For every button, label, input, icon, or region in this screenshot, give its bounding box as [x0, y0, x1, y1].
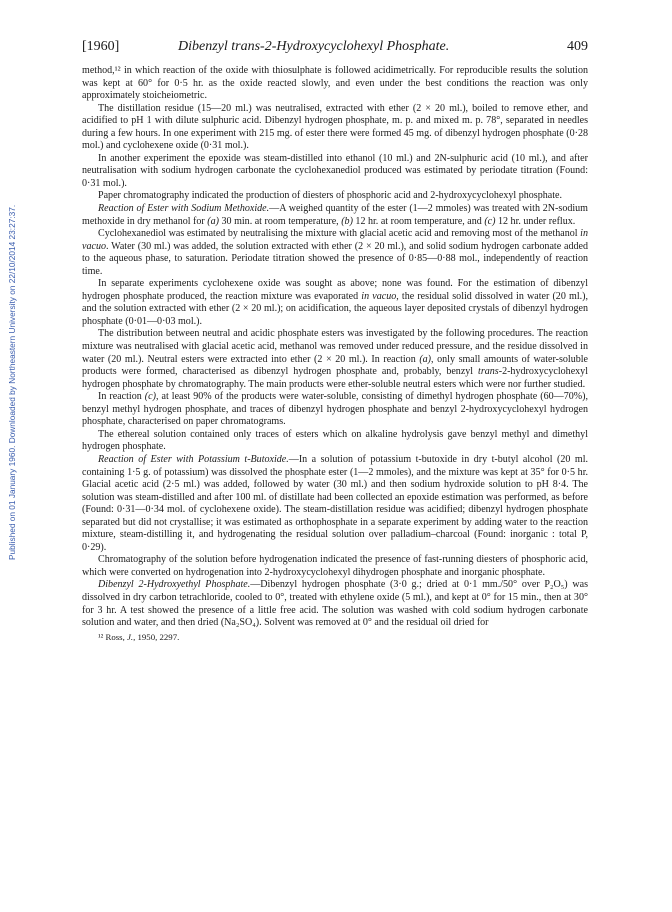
download-notice-link[interactable]: Published on 01 January 1960. Downloaded by Northeastern University on 22/10/2014 23:27:37.	[7, 204, 17, 560]
paragraph: In reaction (c), at least 90% of the products were water-soluble, consisting of dimethyl hydrogen phosphate (60—70%), benzyl methyl hydrogen phosphate, and traces of dibenzyl hydrogen phosphate and benzyl 2-hydroxycyclohexyl hydrogen phosphate, characterised on paper chromatograms.	[82, 391, 588, 428]
running-header	[82, 38, 588, 56]
paragraph: Chromatography of the solution before hydrogenation indicated the presence of fast-running diesters of phosphoric acid, which were converted on hydrogenation into 2-hydroxycyclohexyl dihydrogen phosphate and inorganic phosphate.	[82, 554, 588, 578]
paragraph: The ethereal solution contained only traces of esters which on alkaline hydrolysis gave benzyl methyl and dimethyl hydrogen phosphate.	[82, 428, 588, 453]
section-paragraph: Reaction of Ester with Potassium t-Butoxide.—In a solution of potassium t-butoxide in dry t-butyl alcohol (20 ml. containing 1·5 g. of potassium) was dissolved the phosphate ester (1—2 mmoles), and the mixture was kept at 35° for 0·5 hr. Glacial acetic acid (2·5 ml.) was added, followed by water (30 ml.) and then sodium hydroxide solution to pH 8·4. The solution was steam-distilled and after 100 ml. of distillate had been collected an epoxide estimation was performed, as before (Found: 0·31—0·34 mol. of cyclohexene oxide). The steam-distillation residue was acidified; dibenzyl hydrogen phosphate separated but did not crystallise; it was estimated as orthophosphate in a separate experiment by adding water to the reaction mixture, steam-distilling it, and hydrogenating the residual solution over palladium–charcoal (Found: inorganic : total P, 0·29).	[82, 453, 588, 553]
footnote: ¹² Ross, J., 1950, 2297.	[98, 631, 180, 642]
paragraph: The distribution between neutral and acidic phosphate esters was investigated by the following procedures. The reaction mixture was neutralised with glacial acetic acid, methanol was removed under reduced pressure, and the residue dissolved in water (20 ml.). Neutral esters were extracted into ether (2 × 20 ml.). In reaction (a), only small amounts of water-soluble products were formed, characterised as dibenzyl hydrogen phosphate and, probably, benzyl trans-2-hydroxycyclohexyl hydrogen phosphate by chromatography. The main products were ether-soluble neutral esters which were nor further studied.	[82, 328, 588, 390]
article-body	[82, 65, 588, 643]
header-year: [1960]	[82, 39, 120, 54]
paragraph: In separate experiments cyclohexene oxide was sought as above; none was found. For the estimation of dibenzyl hydrogen phosphate produced, the reaction mixture was evaporated in vacuo, the residual solid dissolved in water (20 ml.), and the solution extracted with ether (2 × 20 ml.); on acidification, the aqueous layer deposited crystals of dibenzyl hydrogen phosphate (0·01—0·03 mol.).	[82, 278, 588, 327]
paragraph: Paper chromatography indicated the production of diesters of phosphoric acid and 2-hydroxycyclohexyl phosphate.	[98, 190, 562, 202]
publication-sidebar	[0, 0, 20, 912]
paragraph: method,¹² in which reaction of the oxide with thiosulphate is followed acidimetrically. For reproducible results the solution was kept at 60° for 0·5 hr. as the oxide reacted slowly, and even under the best conditions the reaction was only approximately stoicheiometric.	[82, 65, 588, 102]
section-paragraph: Dibenzyl 2-Hydroxyethyl Phosphate.—Dibenzyl hydrogen phosphate (3·0 g.; dried at 0·1 mm./50° over P₂O₅) was dissolved in dry carbon tetrachloride, cooled to 0°, treated with ethylene oxide (5 ml.), and kept at 0° for 15 min., then at 30° for 3 hr. A test showed the presence of a little free acid. The solution was washed with cold sodium hydrogen carbonate solution and water, and then dried (Na₂SO₄). Solvent was removed at 0° and the residual oil dried for	[82, 579, 588, 629]
section-paragraph: Reaction of Ester with Sodium Methoxide.—A weighed quantity of the ester (1—2 mmoles) was treated with 2N-sodium methoxide in dry methanol for (a) 30 min. at room temperature, (b) 12 hr. at room temperature, and (c) 12 hr. under reflux.	[82, 203, 588, 227]
page-number: 409	[567, 39, 588, 54]
paragraph: The distillation residue (15—20 ml.) was neutralised, extracted with ether (2 × 20 ml.), boiled to remove ether, and acidified to pH 1 with dilute sulphuric acid. Dibenzyl hydrogen phosphate, m. p. and mixed m. p. 78°, separated in needles during a few hours. In one experiment with 215 mg. of ester there were formed 45 mg. of dibenzyl hydrogen phosphate (0·28 mol.) and cyclohexene oxide (0·31 mol.).	[82, 102, 588, 152]
paragraph: In another experiment the epoxide was steam-distilled into ethanol (10 ml.) and 2N-sulphuric acid (10 ml.), and after neutralisation with sodium hydrogen carbonate the cyclohexanediol produced was estimated by periodate titration (Found: 0·31 mol.).	[82, 152, 588, 189]
paragraph: Cyclohexanediol was estimated by neutralising the mixture with glacial acetic acid and removing most of the methanol in vacuo. Water (30 ml.) was added, the solution extracted with ether (2 × 20 ml.), and solid sodium hydrogen carbonate added to the aqueous phase, to saturation. Periodate titration showed the presence of 0·85—0·88 mol., independently of reaction time.	[82, 228, 588, 277]
header-title: Dibenzyl trans-2-Hydroxycyclohexyl Phosphate.	[178, 39, 450, 54]
